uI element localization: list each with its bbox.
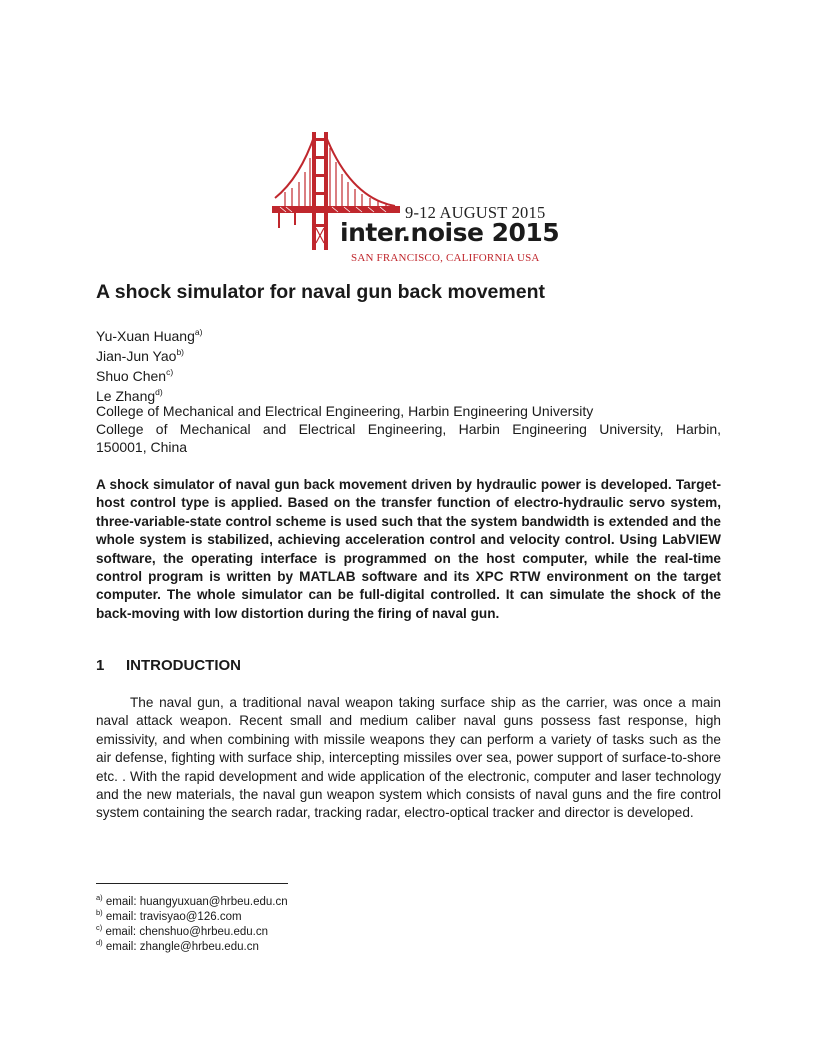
golden-gate-bridge-icon	[270, 128, 560, 268]
conference-name: inter.noise 2015	[340, 218, 560, 247]
footnote-mark: d)	[96, 938, 103, 947]
conference-location: SAN FRANCISCO, CALIFORNIA USA	[351, 252, 540, 264]
paper-title: A shock simulator for naval gun back movement	[96, 281, 545, 303]
footnote-mark: c)	[96, 923, 103, 932]
section-heading	[96, 657, 241, 674]
author-name: Shuo Chen	[96, 368, 167, 384]
author	[96, 364, 173, 384]
footnote-text: email: huangyuxuan@hrbeu.edu.cn	[105, 896, 288, 908]
footnote-text: email: chenshuo@hrbeu.edu.cn	[105, 926, 269, 938]
author-name: Jian-Jun Yao	[96, 348, 177, 364]
author	[96, 344, 184, 364]
footnote	[96, 936, 259, 954]
footnote-text: email: zhangle@hrbeu.edu.cn	[105, 941, 259, 953]
author-mark: c)	[166, 367, 174, 377]
affiliation: College of Mechanical and Electrical Engineering, Harbin Engineering University	[96, 403, 594, 419]
section-number: 1	[96, 657, 105, 674]
author-mark: a)	[194, 327, 203, 337]
body-paragraph: The naval gun, a traditional naval weapon taking surface ship as the carrier, was once a main naval attack weapon. Recent small and medium caliber naval guns possess fast response, high emissivity, and when combining with missile weapons they can perform a variety of tasks such as the air defense, fighting with surface ship, intercepting missiles over sea, power support of surface-to-shore etc. . With the rapid development and wide application of the electronic, computer and laser technology and the new materials, the naval gun weapon system which consists of naval guns and the fire control system containing the search radar, tracking radar, electro-optical tracker and director is developed.	[96, 695, 721, 821]
footnote-text: email: travisyao@126.com	[105, 911, 242, 923]
section-title: INTRODUCTION	[126, 657, 241, 674]
author-mark: b)	[176, 347, 184, 357]
footnote-divider	[96, 883, 288, 884]
footnote-mark: a)	[96, 893, 103, 902]
footnote-mark: b)	[96, 908, 103, 917]
author-name: Yu-Xuan Huang	[96, 328, 195, 344]
affiliation: College of Mechanical and Electrical Engineering, Harbin Engineering University, Harbin,	[96, 421, 721, 437]
conference-date: 9-12 AUGUST 2015	[405, 203, 546, 222]
author	[96, 384, 163, 404]
affiliation-continued: 150001, China	[96, 439, 188, 455]
author-mark: d)	[155, 387, 163, 397]
conference-logo	[270, 128, 560, 268]
author	[96, 324, 202, 344]
abstract: A shock simulator of naval gun back movement driven by hydraulic power is developed. Target-host control type is applied. Based on the transfer function of electro-hydraulic servo system, three-variable-state control scheme is used such that the system bandwidth is extended and the whole system is stabilized, achieving acceleration control and velocity control. Using LabVIEW software, the operating interface is programmed on the host computer, while the real-time control program is written by MATLAB software and its XPC RTW environment on the target computer. The whole simulator can be full-digital controlled. It can simulate the shock of the back-moving with low distortion during the firing of naval gun.	[96, 477, 721, 621]
author-name: Le Zhang	[96, 388, 156, 404]
